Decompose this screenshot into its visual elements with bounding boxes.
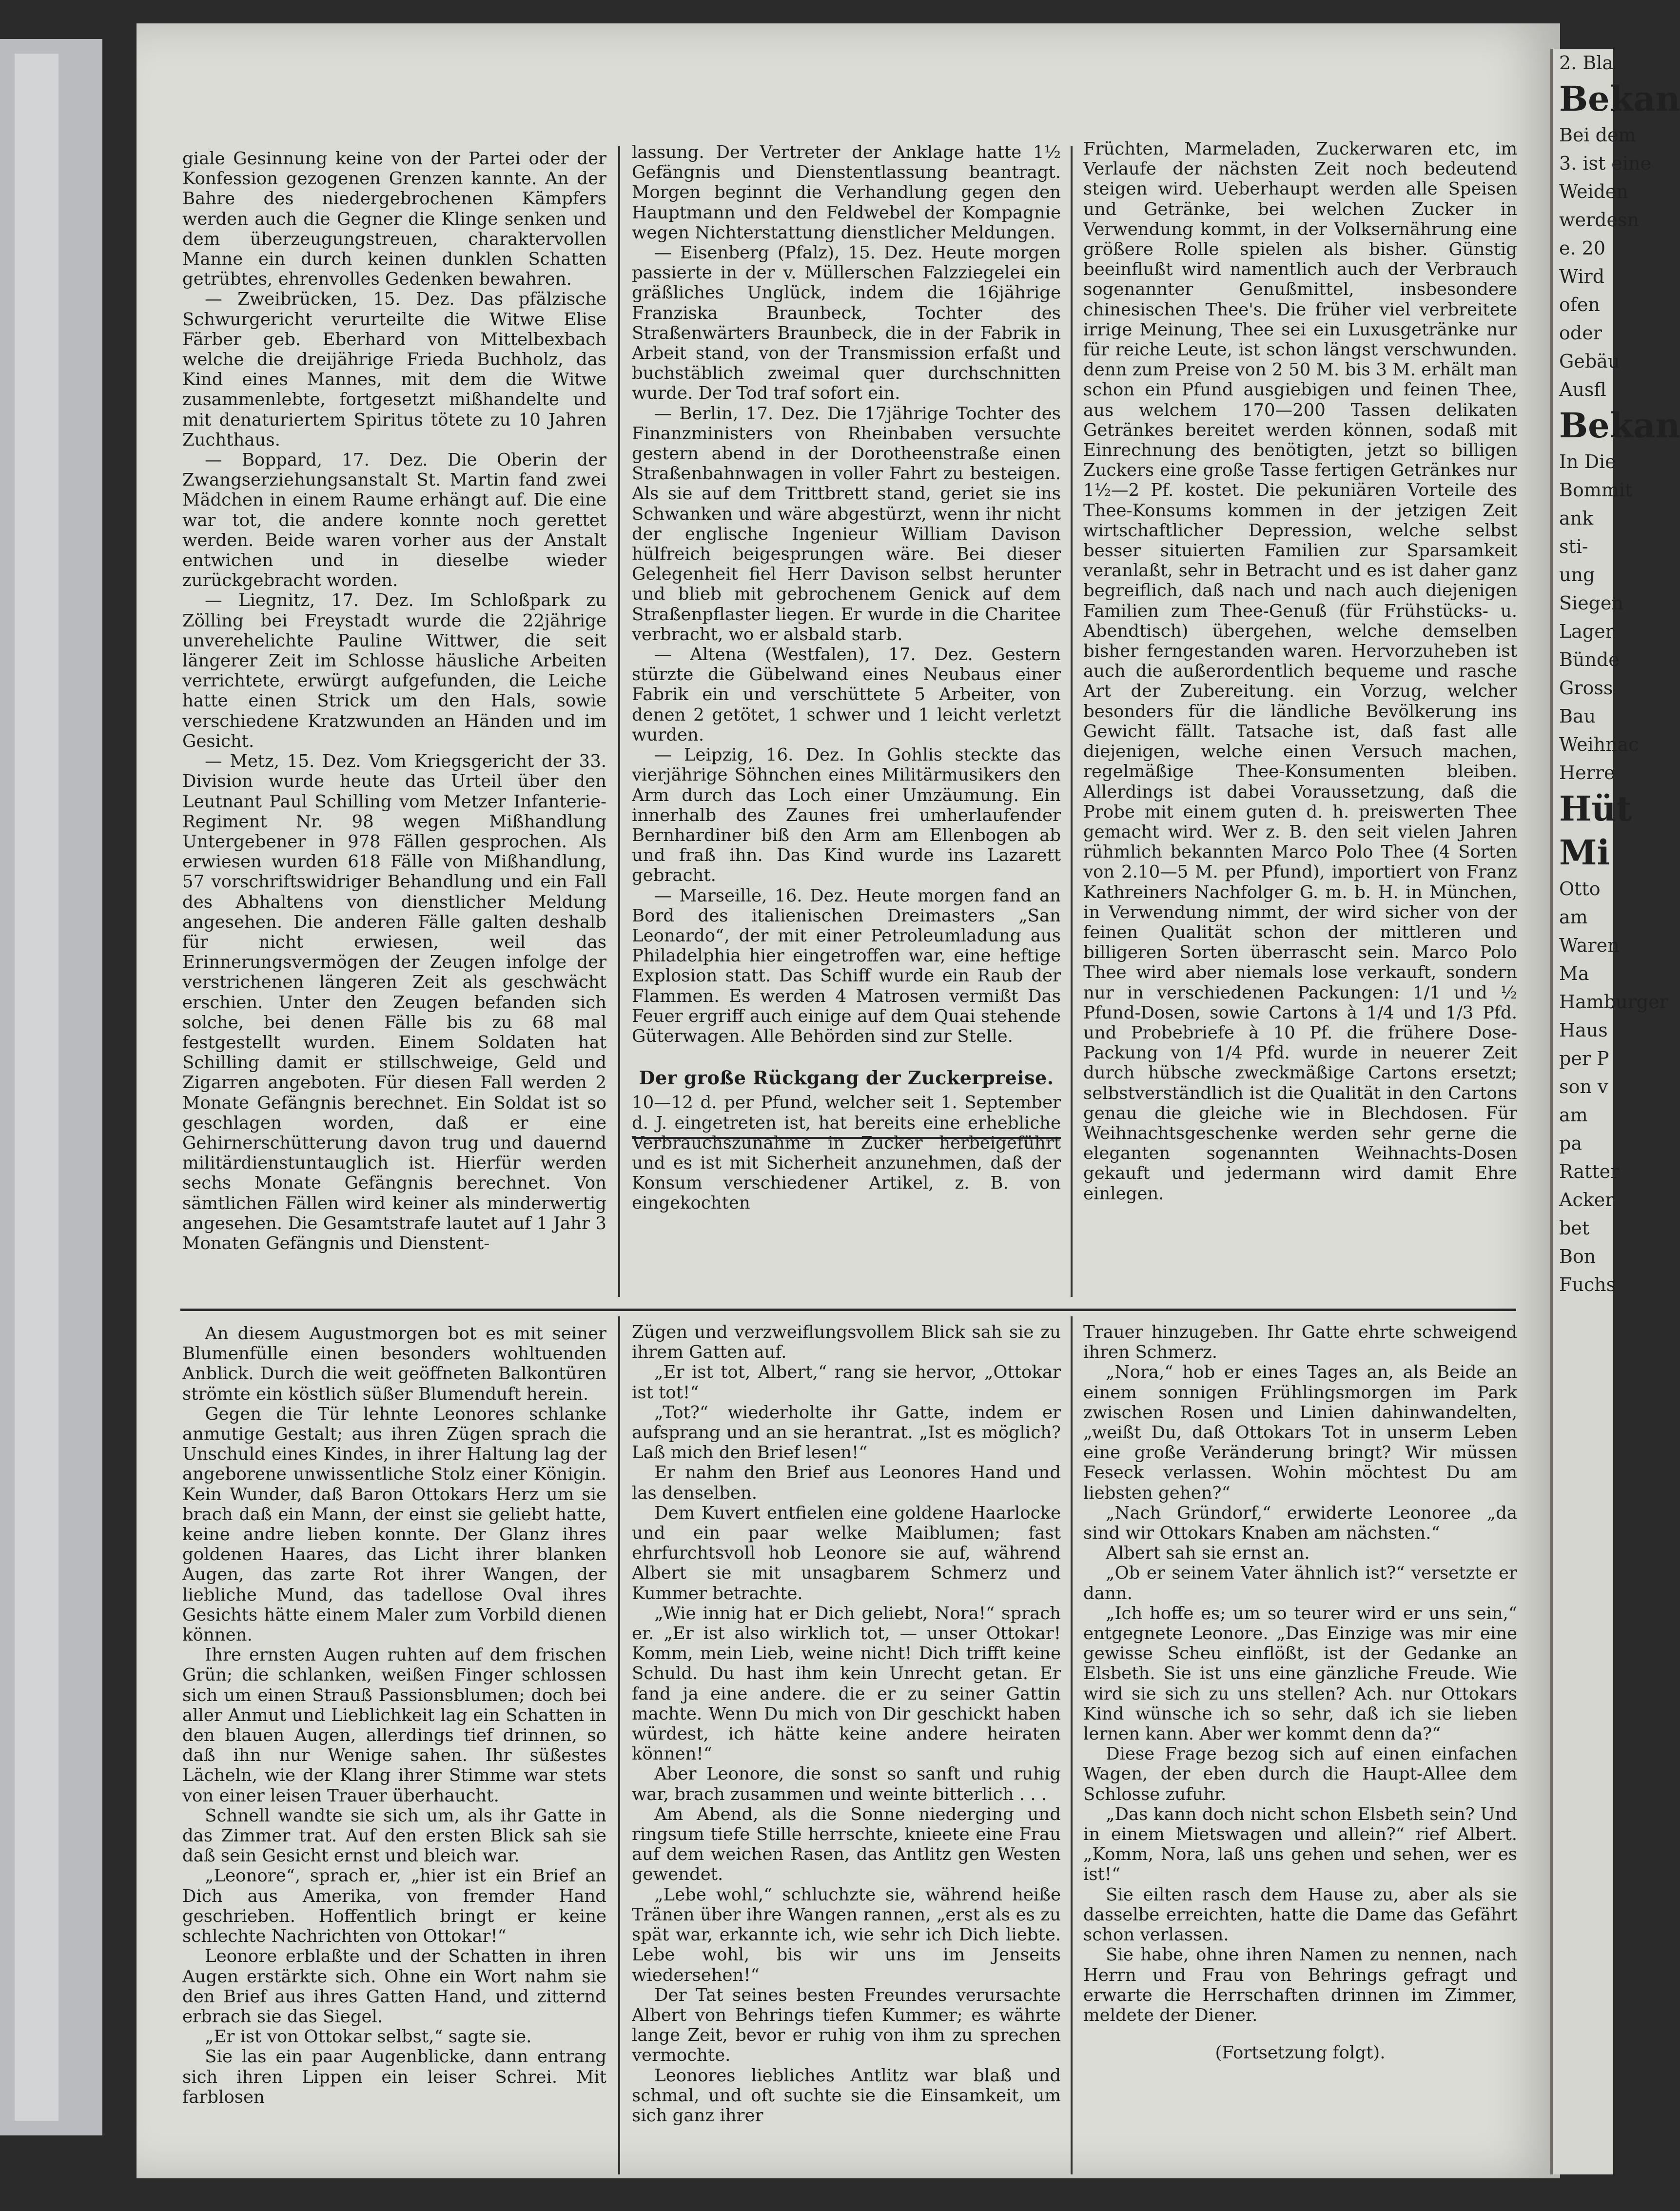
story-paragraph: Am Abend, als die Sonne niederging und ringsum tiefe Stille herrschte, knieete eine Frau auf dem weichen Rasen, das Antlitz gen Westen gewendet. — [632, 1804, 1061, 1885]
adjacent-page-fragment: Bekan — [1559, 405, 1680, 446]
article-paragraph: lassung. Der Vertreter der Anklage hatte 1½ Gefängnis und Dienstentlassung beantragt. Morgen beginnt die Verhandlung gegen den Hauptmann und den Feldwebel der Kompagnie wegen Nichterstattung dienstlicher Meldungen. — [632, 142, 1061, 243]
story-paragraph: Schnell wandte sie sich um, als ihr Gatte in das Zimmer trat. Auf den ersten Blick sah sie daß sein Gesicht ernst und bleich war. — [182, 1805, 606, 1866]
adjacent-page-fragment: Fuchs — [1559, 1274, 1616, 1295]
continuation-note: (Fortsetzung folgt). — [1215, 2043, 1386, 2063]
article-paragraph: — Marseille, 16. Dez. Heute morgen fand an Bord des italienischen Dreimasters „San Leonardo“, der mit einer Petroleumladung aus Philadelphia hier eingetroffen war, eine heftige Explosion statt. Das Schiff wurde ein Raub der Flammen. Es werden 4 Matrosen vermißt Das Feuer ergriff auch einige auf dem Quai stehende Güterwagen. Alle Behörden sind zur Stelle. — [632, 885, 1061, 1046]
story-paragraph: „Wie innig hat er Dich geliebt, Nora!“ sprach er. „Er ist also wirklich tot, — unser Ottokar! Komm, mein Lieb, weine nicht! Dich trifft keine Schuld. Du hast ihm kein Unrecht getan. Er fand ja eine andere. die er zu seiner Gattin machte. Wenn Du mich von Dir geschickt haben würdest, ich hätte keine andere heiraten können!“ — [632, 1603, 1061, 1764]
story-paragraph: „Lebe wohl,“ schluchzte sie, während heiße Tränen über ihre Wangen rannen, „erst als es zu spät war, erkannte ich, wie sehr ich Dich liebte. Lebe wohl, bis wir uns im Jenseits wiedersehen!“ — [632, 1884, 1061, 1985]
adjacent-page-edge — [1550, 49, 1680, 2174]
adjacent-page-fragment: Gebäu — [1559, 351, 1620, 372]
column-rule-3 — [618, 1316, 620, 2174]
adjacent-page-fragment: son v — [1559, 1076, 1608, 1097]
article-paragraph: — Berlin, 17. Dez. Die 17jährige Tochter des Finanzministers von Rheinbaben versuchte gestern abend in der Dorotheenstraße einen Straßenbahnwagen in voller Fahrt zu besteigen. Als sie auf dem Trittbrett stand, geriet sie ins Schwanken und wäre abgestürzt, wenn ihr nicht der englische Ingenieur William Davison hülfreich beigesprungen wäre. Bei dieser Gelegenheit fiel Herr Davison selbst herunter und blieb mit gebrochenem Genick auf dem Straßenpflaster liegen. Er wurde in die Charitee verbracht, wo er alsbald starb. — [632, 403, 1061, 645]
adjacent-page-fragment: 3. ist eine — [1559, 153, 1651, 174]
adjacent-page-fragment: Ausfl — [1559, 379, 1606, 400]
binding-edge — [15, 54, 59, 2121]
serial-column-2 — [632, 1322, 1061, 2126]
article-paragraph: — Zweibrücken, 15. Dez. Das pfälzische Schwurgericht verurteilte die Witwe Elise Färber geb. Eberhard von Mittelbexbach welche die dreijährige Frieda Buchholz, das Kind eines Mannes, mit dem die Witwe zusammenlebte, fortgesetzt mißhandelte und mit denaturiertem Spiritus tötete zu 10 Jahren Zuchthaus. — [182, 289, 606, 450]
adjacent-page-fragment: sti- — [1559, 536, 1588, 557]
story-paragraph: „Ob er seinem Vater ähnlich ist?“ versetzte er dann. — [1083, 1563, 1517, 1604]
article-paragraph: — Liegnitz, 17. Dez. Im Schloßpark zu Zölling bei Freystadt wurde die 22jährige unverehelichte Pauline Wittwer, die seit längerer Zeit im Schlosse häusliche Arbeiten verrichtete, erwürgt aufgefunden, die Leiche hatte einen Strick um den Hals, sowie verschiedene Kratzwunden an Händen und im Gesicht. — [182, 590, 606, 751]
column-rule-1 — [618, 146, 620, 1297]
story-paragraph: „Er ist von Ottokar selbst,“ sagte sie. — [205, 2027, 532, 2047]
adjacent-page-fragment: 2. Bla — [1559, 52, 1614, 74]
article-paragraph: — Boppard, 17. Dez. Die Oberin der Zwangserziehungsanstalt St. Martin fand zwei Mädchen in einem Raume erhängt auf. Die eine war tot, die andere konnte noch gerettet werden. Beide waren vorher aus der Anstalt entwichen und in dieselbe wieder zurückgebracht worden. — [182, 450, 606, 591]
adjacent-page-fragment: Bon — [1559, 1246, 1596, 1267]
story-paragraph: „Leonore“, sprach er, „hier ist ein Brief an Dich aus Amerika, von fremder Hand geschrieben. Hoffentlich bringt er keine schlechte Nachrichten von Ottokar!“ — [182, 1866, 606, 1947]
story-paragraph: Leonore erblaßte und der Schatten in ihren Augen erstärkte sich. Ohne ein Wort nahm sie den Brief aus ihres Gatten Hand, und zitternd erbrach sie das Siegel. — [182, 1946, 606, 2027]
story-paragraph: „Nach Gründorf,“ erwiderte Leonoree „da sind wir Ottokars Knaben am nächsten.“ — [1083, 1503, 1517, 1544]
adjacent-page-fragment: Ma — [1559, 963, 1589, 984]
story-paragraph: Sie habe, ohne ihren Namen zu nennen, nach Herrn und Frau von Behrings gefragt und erwarte die Herrschaften drinnen im Zimmer, meldete der Diener. — [1083, 1945, 1517, 2025]
adjacent-page-fragment: am — [1559, 906, 1588, 928]
story-paragraph: „Nora,“ hob er eines Tages an, als Beide an einem sonnigen Frühlingsmorgen im Park zwischen Rosen und Linien dahinwandelten, „weißt Du, daß Ottokars Tot in unserm Leben eine große Veränderung bringt? Wir müssen Feseck verlassen. Wohin möchtest Du am liebsten gehen?“ — [1083, 1362, 1517, 1503]
adjacent-page-fragment: Acker — [1559, 1189, 1614, 1211]
article-paragraph: giale Gesinnung keine von der Partei oder der Konfession gezogenen Grenzen kannte. An der Bahre des niedergebrochenen Kämpfers werden auch die Gegner die Klinge senken und dem überzeugungstreuen, charaktervollen Manne ein durch keinen dunklen Schatten getrübtes, ehrenvolles Gedenken bewahren. — [182, 149, 606, 290]
news-column-1 — [182, 149, 606, 1253]
adjacent-page-fragment: Wird — [1559, 266, 1605, 287]
adjacent-page-fragment: Weihnac — [1559, 734, 1639, 755]
adjacent-page-fragment: Mi — [1559, 832, 1610, 873]
story-paragraph: Diese Frage bezog sich auf einen einfachen Wagen, der eben durch die Haupt-Allee dem Schlosse zufuhr. — [1083, 1744, 1517, 1804]
story-paragraph: Sie las ein paar Augenblicke, dann entrang sich ihren Lippen ein leiser Schrei. Mit farblosen — [182, 2047, 606, 2107]
article-paragraph: — Leipzig, 16. Dez. In Gohlis steckte das vierjährige Söhnchen eines Militärmusikers den Arm durch das Loch einer Umzäumung. Ein innerhalb des Zaunes frei umherlaufender Bernhardiner biß den Arm am Ellenbogen ab und fraß ihn. Das Kind wurde ins Lazarett gebracht. — [632, 745, 1061, 886]
story-paragraph: Gegen die Tür lehnte Leonores schlanke anmutige Gestalt; aus ihren Zügen sprach die Unschuld eines Kindes, in ihrer Haltung lag der angeborene unwissentliche Stolz einer Königin. Kein Wunder, daß Baron Ottokars Herz um sie brach daß ein Mann, der einst sie geliebt hatte, keine andre lieben konnte. Der Glanz ihres goldenen Haares, das Licht ihrer blanken Augen, das zarte Rot ihrer Wangen, der liebliche Mund, das tadellose Oval ihres Gesichts hätte einem Maler zum Vorbild dienen können. — [182, 1404, 606, 1645]
story-paragraph: Trauer hinzugeben. Ihr Gatte ehrte schweigend ihren Schmerz. — [1083, 1322, 1517, 1363]
adjacent-page-fragment: oder — [1559, 322, 1602, 344]
column-rule-2 — [1071, 146, 1073, 1297]
adjacent-page-fragment: Bau — [1559, 705, 1596, 727]
section-divider — [180, 1309, 1516, 1311]
adjacent-page-fragment: per P — [1559, 1048, 1609, 1069]
adjacent-page-fragment: pa — [1559, 1133, 1582, 1154]
story-paragraph: Dem Kuvert entfielen eine goldene Haarlocke und ein paar welke Maiblumen; fast ehrfurchtsvoll hob Leonore sie auf, während Albert sie mit unsagbarem Schmerz und Kummer betrachte. — [632, 1503, 1061, 1604]
article-paragraph: — Eisenberg (Pfalz), 15. Dez. Heute morgen passierte in der v. Müllerschen Falzziegelei ein gräßliches Unglück, indem die 16jährige Franziska Braunbeck, Tochter des Straßenwärters Braunbeck, die in der Fabrik in Arbeit stand, von der Transmission erfaßt und buchstäblich zweimal quer durchschnitten wurde. Der Tod traf sofort ein. — [632, 243, 1061, 404]
adjacent-page-fragment: In Die — [1559, 451, 1616, 472]
story-paragraph: Leonores liebliches Antlitz war blaß und schmal, und oft suchte sie die Einsamkeit, um sich ganz ihrer — [632, 2065, 1061, 2126]
adjacent-page-fragment: Lager — [1559, 621, 1614, 642]
adjacent-page-fragment: bet — [1559, 1217, 1590, 1239]
story-paragraph: Aber Leonore, die sonst so sanft und ruhig war, brach zusammen und weinte bitterlich . . . — [632, 1764, 1061, 1804]
adjacent-page-fragment: e. 20 — [1559, 237, 1605, 259]
column-rule-4 — [1071, 1316, 1073, 2174]
story-paragraph: „Er ist tot, Albert,“ rang sie hervor, „Ottokar ist tot!“ — [632, 1362, 1061, 1403]
story-paragraph: Ihre ernsten Augen ruhten auf dem frischen Grün; die schlanken, weißen Finger schlossen sich um einen Strauß Passionsblumen; doch bei aller Anmut und Lieblichkeit lag ein Schatten in den blauen Augen, allerdings tief drinnen, so daß ihn nur Wenige sahen. Ihr süßestes Lächeln, wie der Klang ihrer Stimme war stets von einer leisen Trauer überhaucht. — [182, 1645, 606, 1806]
serial-column-1 — [182, 1324, 606, 2107]
article-paragraph: — Altena (Westfalen), 17. Dez. Gestern stürzte die Gübelwand eines Neubaus einer Fabrik ein und verschüttete 5 Arbeiter, von denen 2 getötet, 1 schwer und 1 leicht verletzt wurden. — [632, 645, 1061, 745]
adjacent-page-fragment: Haus — [1559, 1019, 1608, 1041]
adjacent-page-fragment: werdesn — [1559, 209, 1639, 231]
adjacent-page-fragment: ofen — [1559, 294, 1600, 315]
story-paragraph: Er nahm den Brief aus Leonores Hand und las denselben. — [632, 1463, 1061, 1503]
story-paragraph: „Tot?“ wiederholte ihr Gatte, indem er aufsprang und an sie herantrat. „Ist es möglich? Laß mich den Brief lesen!“ — [632, 1402, 1061, 1463]
serial-column-3 — [1083, 1322, 1517, 2063]
story-paragraph: Der Tat seines besten Freundes verursachte Albert von Behrings tiefen Kummer; es währte lange Zeit, bevor er ruhig von ihm zu sprechen vermochte. — [632, 1985, 1061, 2066]
adjacent-page-fragment: Bünde — [1559, 649, 1620, 670]
story-paragraph: „Ich hoffe es; um so teurer wird er uns sein,“ entgegnete Leonore. „Das Einzige was mir eine gewisse Scheu einflößt, ist der Gedanke an Elsbeth. Sie ist uns eine gänzliche Freude. Wie wird sie sich zu uns stellen? Ach. nur Ottokars Kind wünsche ich so sehr, daß ich sie lieben lernen kann. Aber wer kommt denn da?“ — [1083, 1603, 1517, 1744]
article-headline: Der große Rückgang der Zuckerpreise. — [639, 1067, 1054, 1089]
story-paragraph: „Das kann doch nicht schon Elsbeth sein? Und in einem Mietswagen und allein?“ rief Albert. „Komm, Nora, laß uns gehen und sehen, wer es ist!“ — [1083, 1804, 1517, 1885]
adjacent-page-fragment: am — [1559, 1104, 1588, 1126]
story-paragraph: Zügen und verzweiflungsvollem Blick sah sie zu ihrem Gatten auf. — [632, 1322, 1061, 1363]
adjacent-page-fragment: Ratter — [1559, 1161, 1620, 1182]
adjacent-page-fragment: ank — [1559, 508, 1594, 529]
adjacent-page-fragment: Siegen — [1559, 592, 1623, 614]
news-column-2 — [632, 142, 1061, 1213]
adjacent-page-fragment: Bei dem — [1559, 124, 1636, 146]
adjacent-page-fragment: Otto — [1559, 878, 1601, 900]
adjacent-page-fragment: Waren — [1559, 935, 1620, 956]
adjacent-page-fragment: ung — [1559, 564, 1595, 586]
adjacent-page-fragment: Hüt — [1559, 788, 1632, 829]
article-paragraph: — Metz, 15. Dez. Vom Kriegsgericht der 33. Division wurde heute das Urteil über den Leutnant Paul Schilling vom Metzer Infanterie-Regiment Nr. 98 wegen Mißhandlung Untergebener in 978 Fällen gesprochen. Als erwiesen wurden 618 Fälle von Mißhandlung, 57 vorschriftswidriger Behandlung und ein Fall des Abhaltens von dienstlicher Meldung angesehen. Die anderen Fälle galten deshalb für nicht erwiesen, weil das Erinnerungsvermögen der Zeugen infolge der verstrichenen längeren Zeit als geschwächt erschien. Unter den Zeugen befanden sich solche, bei denen Fälle bis zu 68 mal festgestellt wurden. Einem Soldaten hat Schilling damit er stillschweige, Geld und Zigarren angeboten. Für diesen Fall werden 2 Monate Gefängnis berechnet. Ein Soldat ist so geschlagen worden, daß er eine Gehirnerschütterung davon trug und dauernd militärdienstuntauglich ist. Hierfür werden sechs Monate Gefängnis berechnet. Von sämtlichen Fällen wird keiner als minderwertig angesehen. Die Gesamtstrafe lautet auf 1 Jahr 3 Monaten Gefängnis und Dienstent- — [182, 751, 606, 1253]
story-paragraph: An diesem Augustmorgen bot es mit seiner Blumenfülle einen besonders wohltuenden Anblick. Durch die weit geöffneten Balkontüren strömte ein köstlich süßer Blumenduft herein. — [182, 1324, 606, 1404]
story-paragraph: Sie eilten rasch dem Hause zu, aber als sie dasselbe erreichten, hatte die Dame das Gefährt schon verlassen. — [1083, 1884, 1517, 1945]
story-paragraph: Albert sah sie ernst an. — [1106, 1543, 1310, 1564]
article-paragraph: Früchten, Marmeladen, Zuckerwaren etc, im Verlaufe der nächsten Zeit noch bedeutend steigen wird. Ueberhaupt werden alle Speisen und Getränke, bei welchen Zucker in Verwendung kommt, in der Volksernährung eine größere Rolle spielen als bisher. Günstig beeinflußt wird namentlich auch der Verbrauch sogenannter Genußmittel, insbesondere chinesischen Thee's. Die früher viel verbreitete irrige Meinung, Thee sei ein Luxusgetränke nur für reiche Leute, ist schon längst verschwunden. denn zum Preise von 2 50 M. bis 3 M. erhält man schon ein Pfund ausgiebigen und feinen Thee, aus welchem 170—200 Tassen delikaten Getränkes bereitet werden können, sodaß mit Einrechnung des benötigten, jetzt so billigen Zuckers eine große Tasse fertigen Getränkes nur 1½—2 Pf. kostet. Die pekuniären Vorteile des Thee-Konsums kommen in der jetzigen Zeit wirtschaftlicher Depression, welche selbst besser situierten Familien zur Sparsamkeit veranlaßt, sehr in Betracht und es ist daher ganz begreiflich, daß nach und nach auch diejenigen Familien zum Thee-Genuß (für Frühstücks- u. Abendtisch) übergehen, welche demselben bisher ferngestanden waren. Hervorzuheben ist auch die außerordentlich bequeme und rasche Art der Zubereitung. ein Vorzug, welcher besonders für die ländliche Bevölkerung ins Gewicht fällt. Tatsache ist, daß fast alle diejenigen, welche einen Versuch machen, regelmäßige Thee-Konsumenten bleiben. Allerdings ist dabei Voraussetzung, daß die Probe mit einem guten d. h. preiswerten Thee gemacht wird. Wer z. B. den seit vielen Jahren rühmlich bekannten Marco Polo Thee (4 Sorten von 2.10—5 M. per Pfund), importiert von Franz Kathreiners Nachfolger G. m. b. H. in München, in Verwendung nimmt, der wird sicher von der feinen Qualität schon der mittleren und billigeren Sorten überrascht sein. Marco Polo Thee wird aber niemals lose verkauft, sondern nur in verschiedenen Packungen: 1/1 und ½ Pfund-Dosen, sowie Cartons à 1/4 und 1/3 Pfd. und Probebriefe à 10 Pf. die frühere Dose-Packung von 1/4 Pfd. wurde in neuerer Zeit durch hübsche zweckmäßige Cartons ersetzt; selbstverständlich ist die Qualität in den Cartons genau die gleiche wie in Blechdosen. Für Weihnachtsgeschenke werden sehr gerne die eleganten sogenannten Weihnachts-Dosen gekauft und jedermann wird damit Ehre einlegen. — [1083, 139, 1517, 1204]
article-paragraph: 10—12 d. per Pfund, welcher seit 1. September d. J. eingetreten ist, hat bereits eine erhebliche Verbrauchszunahme in Zucker herbeigeführt und es ist mit Sicherheit anzunehmen, daß der Konsum verschiedener Artikel, z. B. von eingekochten — [632, 1093, 1061, 1213]
adjacent-page-fragment: Bekan — [1559, 78, 1680, 119]
adjacent-page-fragment: Gross — [1559, 677, 1613, 699]
adjacent-page-fragment: Herre — [1559, 762, 1615, 783]
adjacent-page-fragment: Hamburger — [1559, 991, 1668, 1013]
adjacent-page-fragment: Bommit — [1559, 479, 1633, 501]
news-column-3 — [1083, 139, 1517, 1204]
adjacent-page-fragment: Weiden — [1559, 181, 1628, 202]
